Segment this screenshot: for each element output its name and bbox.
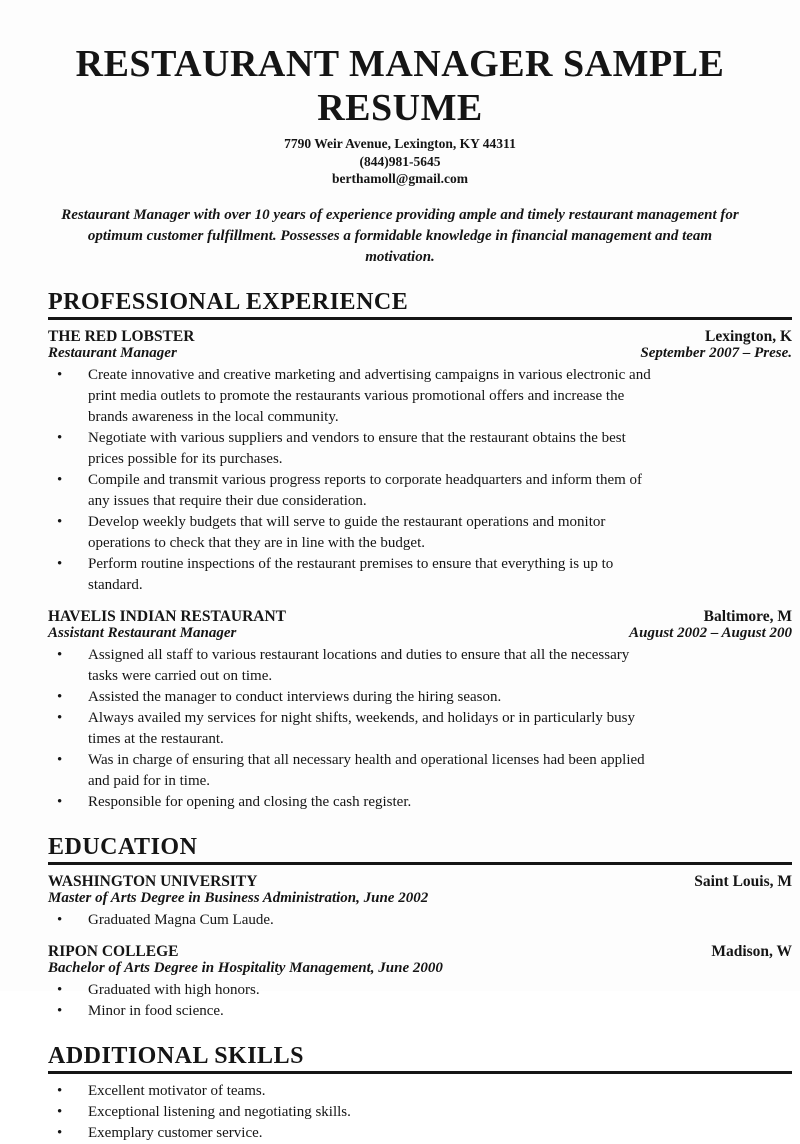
section-heading-experience: PROFESSIONAL EXPERIENCE xyxy=(48,289,792,320)
job-role: Assistant Restaurant Manager xyxy=(48,624,237,641)
job-location: Baltimore, M xyxy=(703,607,792,625)
school-degree: Master of Arts Degree in Business Administration, June 2002 xyxy=(48,889,429,906)
job-entry xyxy=(48,608,792,813)
job-bullet: • Always availed my services for night shifts, weekends, and holidays or in particularly busy times at the restaurant. xyxy=(48,708,708,750)
school-name: RIPON COLLEGE xyxy=(48,942,179,960)
school-location: Madison, W xyxy=(711,942,792,960)
job-bullet: • Create innovative and creative marketing and advertising campaigns in various electronic and print media outlets to promote the restaurants various promotional offers and increase the brands awareness in the local community. xyxy=(48,365,708,428)
skills-bullet-list xyxy=(48,1081,708,1144)
job-bullet: • Responsible for opening and closing the cash register. xyxy=(48,792,708,813)
contact-address: 7790 Weir Avenue, Lexington, KY 44311 xyxy=(284,136,516,152)
job-company: HAVELIS INDIAN RESTAURANT xyxy=(48,607,287,625)
summary-paragraph: Restaurant Manager with over 10 years of experience providing ample and timely restaurant management for optimum customer fulfillment. Possesses a formidable knowledge in financial management and team motivation. xyxy=(61,206,739,265)
skill-bullet: • Exemplary customer service. xyxy=(48,1123,708,1144)
section-heading-skills: ADDITIONAL SKILLS xyxy=(48,1043,792,1074)
job-bullet-list xyxy=(48,645,708,813)
resume-title-line1: RESTAURANT MANAGER SAMPLE xyxy=(75,43,725,85)
job-bullet: • Perform routine inspections of the restaurant premises to ensure that everything is up to standard. xyxy=(48,554,708,596)
education-bullet: • Minor in food science. xyxy=(48,1001,708,1022)
job-dates: September 2007 – Prese. xyxy=(640,344,792,361)
school-name: WASHINGTON UNIVERSITY xyxy=(48,872,258,890)
section-professional-experience xyxy=(48,289,792,813)
job-dates: August 2002 – August 200 xyxy=(629,624,792,641)
education-bullet-list xyxy=(48,980,708,1022)
job-company: THE RED LOBSTER xyxy=(48,327,195,345)
job-bullet: • Was in charge of ensuring that all necessary health and operational licenses had been applied and paid for in time. xyxy=(48,750,708,792)
section-heading-education: EDUCATION xyxy=(48,834,792,865)
contact-block xyxy=(0,135,800,188)
job-bullet: • Negotiate with various suppliers and vendors to ensure that the restaurant obtains the best prices possible for its purchases. xyxy=(48,428,708,470)
contact-phone: (844)981-5645 xyxy=(359,153,441,169)
job-bullet: • Assigned all staff to various restaurant locations and duties to ensure that all the necessary tasks were carried out on time. xyxy=(48,645,708,687)
job-bullet: • Develop weekly budgets that will serve to guide the restaurant operations and monitor operations to check that they are in line with the budget. xyxy=(48,512,708,554)
education-bullet: • Graduated Magna Cum Laude. xyxy=(48,910,708,931)
section-education xyxy=(48,834,792,1022)
job-entry xyxy=(48,328,792,596)
skill-bullet: • Excellent motivator of teams. xyxy=(48,1081,708,1102)
job-bullet: • Compile and transmit various progress reports to corporate headquarters and inform them of any issues that require their due consideration. xyxy=(48,470,708,512)
resume-title-line2: RESUME xyxy=(317,87,483,130)
education-entry xyxy=(48,873,792,931)
job-bullet: • Assisted the manager to conduct interviews during the hiring season. xyxy=(48,687,708,708)
job-location: Lexington, K xyxy=(705,327,792,345)
job-bullet-list xyxy=(48,365,708,596)
school-location: Saint Louis, M xyxy=(694,872,792,890)
section-additional-skills xyxy=(48,1043,792,1144)
school-degree: Bachelor of Arts Degree in Hospitality Management, June 2000 xyxy=(48,959,443,976)
education-bullet: • Graduated with high honors. xyxy=(48,980,708,1001)
resume-title xyxy=(40,42,760,130)
job-role: Restaurant Manager xyxy=(48,344,177,361)
skill-bullet: • Exceptional listening and negotiating skills. xyxy=(48,1102,708,1123)
education-bullet-list xyxy=(48,910,708,931)
contact-email: berthamoll@gmail.com xyxy=(332,171,468,187)
education-entry xyxy=(48,943,792,1022)
